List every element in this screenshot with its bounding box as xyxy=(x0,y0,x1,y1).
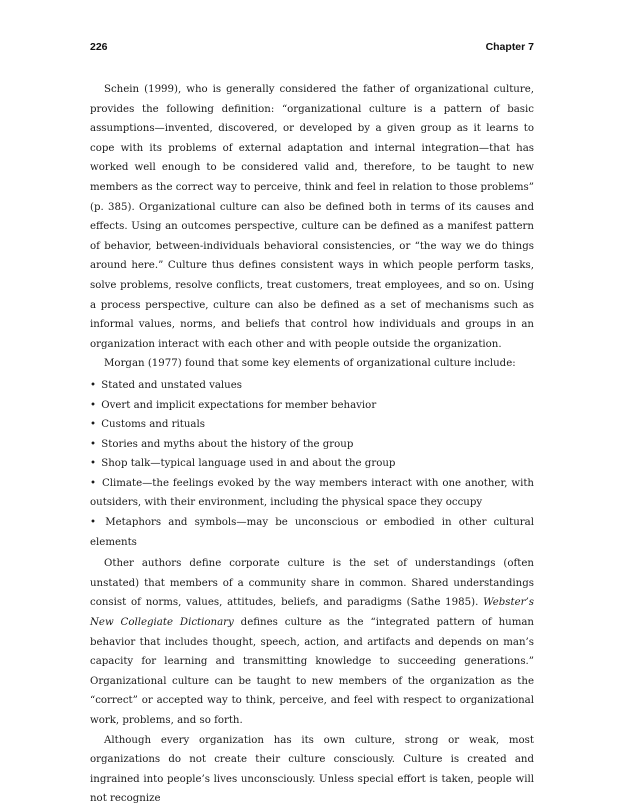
list-item: • Stories and myths about the history of the group xyxy=(90,438,354,450)
chapter-title: Chapter 7 xyxy=(485,41,534,53)
bullet-marker: • xyxy=(90,419,97,431)
paragraph-corporate-culture: Other authors define corporate culture is the set of understandings (often unstated) that members of a community share in common. Shared understandings consist of norms, values, attitudes, beliefs, and paradigms (Sathe 1985). Webster’s New Collegiate Dictionary defines culture as the “integrated pattern of human behavior that includes thought, speech, action, and artifacts and depends on man’s capacity for learning and transmitting knowledge to succeeding generations.” Organizational culture can be taught to new members of the organization as the “correct” or accepted way to think, perceive, and feel with respect to organizational work, problems, and so forth. xyxy=(90,558,534,726)
bullet-marker: • xyxy=(90,379,97,391)
list-item: • Climate—the feelings evoked by the way members interact with one another, with outsiders, with their environment, including the physical space they occupy xyxy=(90,477,534,509)
body-text xyxy=(90,80,534,809)
list-item: • Stated and unstated values xyxy=(90,379,242,391)
list-item: • Overt and implicit expectations for member behavior xyxy=(90,399,377,411)
bullet-marker: • xyxy=(90,517,97,529)
running-header xyxy=(90,41,534,57)
paragraph-unconscious-culture: Although every organization has its own culture, strong or weak, most organizations do not create their culture consciously. Culture is created and ingrained into people’s lives unconsciously. Unless special effort is taken, people will not recognize xyxy=(90,734,534,805)
paragraph-schein-definition: Schein (1999), who is generally considered the father of organizational culture, provides the following definition: “organizational culture is a pattern of basic assumptions—invented, discovered, or developed by a given group as it learns to cope with its problems of external adaptation and internal integration—that has worked well enough to be considered valid and, therefore, to be taught to new members as the correct way to perceive, think and feel in relation to those problems” (p. 385). Organizational culture can also be defined both in terms of its causes and effects. Using an outcomes perspective, culture can be defined as a manifest pattern of behavior, between-individuals behavioral consistencies, or “the way we do things around here.” Culture thus defines consistent ways in which people perform tasks, solve problems, resolve conflicts, treat customers, treat employees, and so on. Using a process perspective, culture can also be defined as a set of mechanisms such as informal values, norms, and beliefs that control how individuals and groups in an organization interact with each other and with people outside the organization. xyxy=(90,84,534,350)
culture-elements-list xyxy=(90,376,534,552)
paragraph-morgan-intro: Morgan (1977) found that some key elements of organizational culture include: xyxy=(104,358,516,370)
book-title: Webster’s New Collegiate Dictionary xyxy=(90,597,534,629)
list-item: • Customs and rituals xyxy=(90,419,205,431)
bullet-marker: • xyxy=(90,438,97,450)
list-item: • Metaphors and symbols—may be unconscious or embodied in other cultural elements xyxy=(90,517,534,548)
page-number: 226 xyxy=(90,41,108,53)
bullet-marker: • xyxy=(90,458,97,470)
list-item: • Shop talk—typical language used in and about the group xyxy=(90,458,396,470)
bullet-marker: • xyxy=(90,399,97,411)
bullet-marker: • xyxy=(90,477,97,489)
